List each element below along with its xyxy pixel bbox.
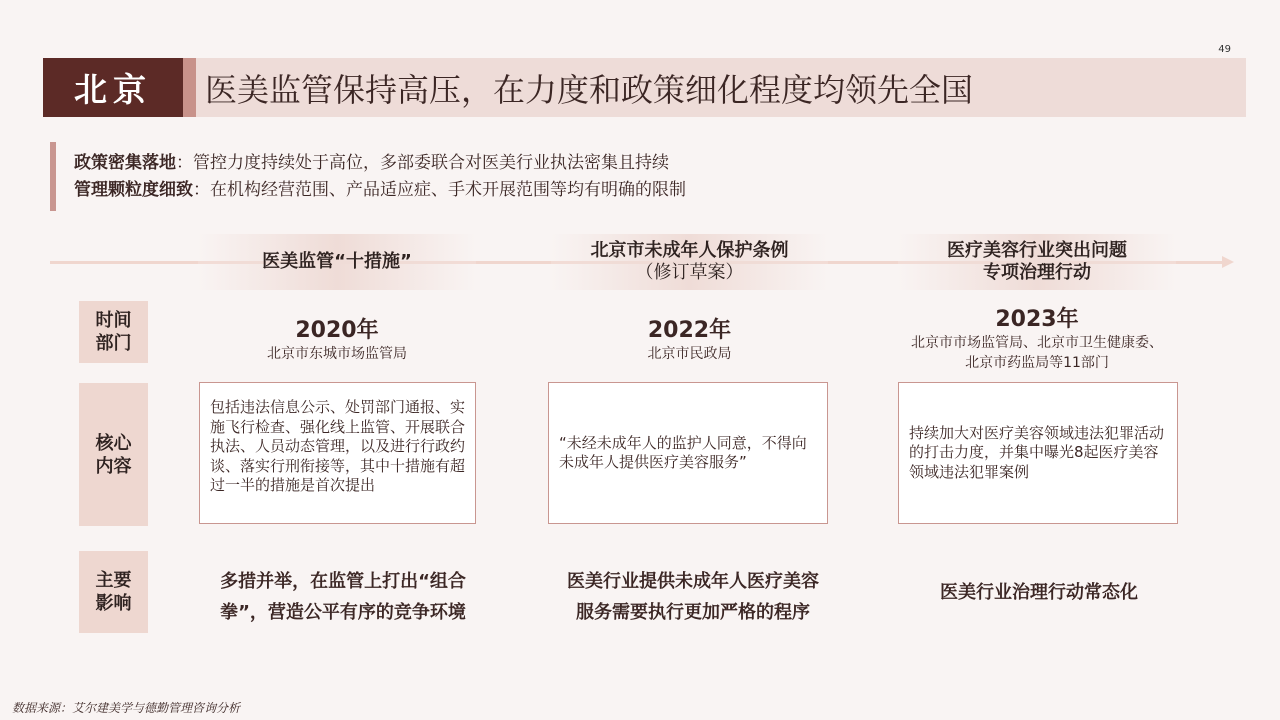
policy-dept: 北京市民政局	[647, 346, 732, 362]
policy-impact-line: 医美行业提供未成年人医疗美容	[567, 571, 819, 592]
policy-year: 2020年	[295, 318, 379, 343]
row-label-line: 影响	[95, 593, 132, 614]
row-label-line: 部门	[95, 333, 132, 354]
summary-separator: ：	[193, 180, 210, 200]
policy-content-1	[199, 382, 476, 524]
policy-impact-line: 医美行业治理行动常态化	[940, 582, 1138, 603]
policy-content-text: “未经未成年人的监护人同意，不得向未成年人提供医疗美容服务”	[559, 433, 807, 471]
policy-title-text: 医疗美容行业突出问题	[947, 240, 1127, 261]
policy-impact-2	[540, 566, 846, 628]
policy-subtitle: （修订草案）	[635, 262, 744, 283]
row-label-line: 内容	[95, 455, 132, 477]
row-label-time-dept	[79, 301, 148, 363]
policy-dept: 北京市东城市场监管局	[267, 346, 407, 362]
policy-dept: 北京市市场监管局、北京市卫生健康委、	[911, 335, 1163, 351]
policy-impact-line: 服务需要执行更加严格的程序	[576, 602, 810, 623]
row-label-line: 核心	[95, 432, 132, 454]
policy-dept: 北京市药监局等11部门	[965, 355, 1109, 371]
policy-title-2	[551, 234, 828, 290]
policy-content-text: 包括违法信息公示、处罚部门通报、实施飞行检查、强化线上监管、开展联合执法、人员动态管理，以及进行行政约谈、落实行刑衔接等，其中十措施有超过一半的措施是首次提出	[210, 398, 466, 494]
summary-label: 政策密集落地	[74, 153, 176, 173]
summary-separator: ：	[176, 153, 193, 173]
summary-text: 管控力度持续处于高位，多部委联合对医美行业执法密集且持续	[193, 153, 669, 173]
row-label-line: 主要	[95, 570, 132, 591]
policy-time-dept-1	[198, 313, 476, 364]
title-accent-bar	[183, 58, 196, 117]
timeline-arrow-icon	[1222, 256, 1234, 268]
policy-time-dept-2	[551, 313, 828, 364]
policy-title-3	[898, 234, 1176, 290]
row-label-impact	[79, 551, 148, 633]
policy-impact-line: 多措并举，在监管上打出“组合	[220, 571, 466, 592]
row-label-line: 时间	[95, 310, 132, 331]
policy-time-dept-3	[878, 302, 1196, 373]
page-number: 49	[1218, 44, 1231, 55]
policy-impact-1	[190, 566, 496, 628]
summary-block	[74, 150, 686, 204]
summary-quote-bar	[50, 142, 56, 211]
policy-impact-line: 拳”，营造公平有序的竞争环境	[220, 602, 466, 623]
policy-title-text: 北京市未成年人保护条例	[590, 240, 789, 261]
policy-title-1	[198, 234, 476, 290]
summary-line	[74, 177, 686, 204]
row-label-core-content	[79, 383, 148, 526]
policy-title-text: 医美监管“十措施”	[262, 251, 412, 272]
page-title: 医美监管保持高压，在力度和政策细化程度均领先全国	[205, 70, 974, 109]
policy-content-text: 持续加大对医疗美容领域违法犯罪活动的打击力度，并集中曝光8起医疗美容领域违法犯罪案例	[909, 423, 1165, 481]
policy-impact-3	[886, 577, 1192, 608]
source-note: 数据来源：艾尔建美学与德勤管理咨询分析	[12, 701, 241, 715]
summary-label: 管理颗粒度细致	[74, 180, 193, 200]
policy-content-3	[898, 382, 1178, 524]
policy-year: 2022年	[647, 318, 732, 343]
policy-subtitle: 专项治理行动	[983, 262, 1091, 283]
summary-line	[74, 150, 686, 177]
policy-year: 2023年	[995, 307, 1079, 332]
city-badge: 北京	[43, 58, 183, 117]
summary-text: 在机构经营范围、产品适应症、手术开展范围等均有明确的限制	[210, 180, 686, 200]
policy-content-2	[548, 382, 828, 524]
